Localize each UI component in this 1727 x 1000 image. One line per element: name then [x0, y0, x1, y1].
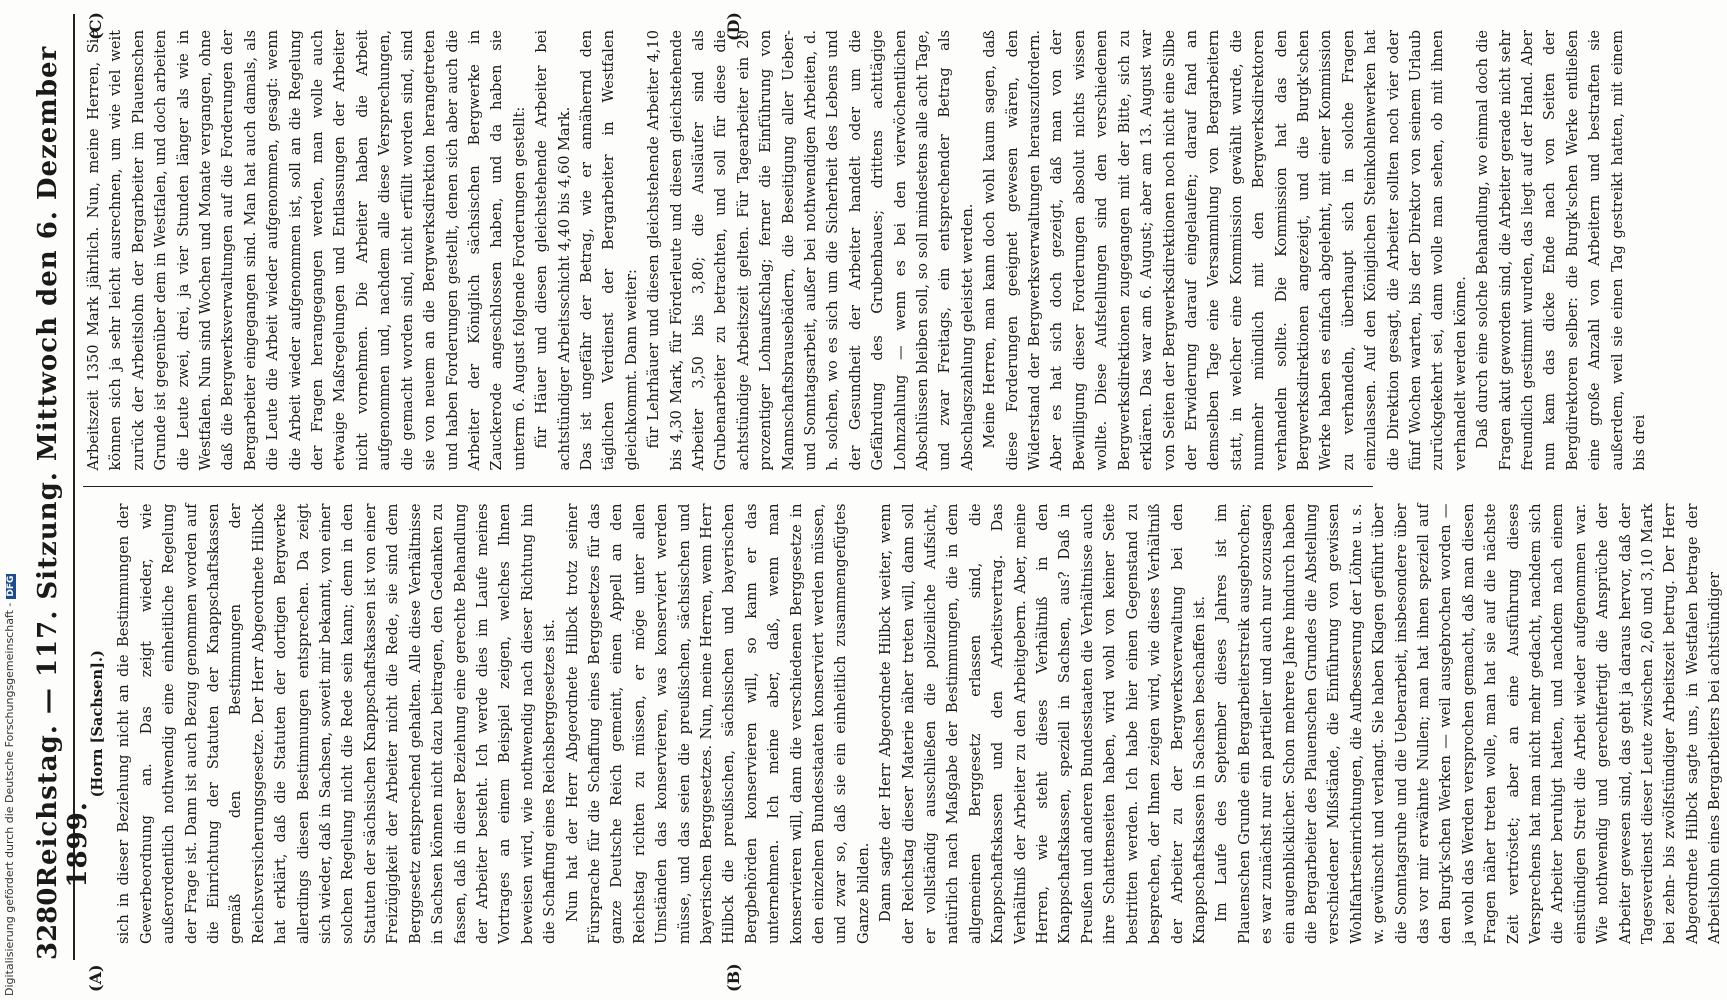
left-column	[83, 488, 1724, 992]
paragraph: sich in dieser Beziehung nicht an die Bestimmungen der Gewerbeordnung an. Das zeigt wieder, wie außerordentlich nothwendig eine einheitliche Regelung der Frage ist. Dann ist auch Bezug genommen worden auf die Einrichtung der Statuten der Knappschaftskassen gemäß den Bestimmungen der Reichsversicherungsgesetze. Der Herr Abgeordnete Hilbck hat erklärt, daß die Statuten der dortigen Bergwerke allerdings diesen Bestimmungen entsprechen. Da zeigt sich wieder, daß in Sachsen, soweit mir bekannt, von einer solchen Regelung nicht die Rede sein kann; denn in den Statuten der sächsischen Knappschaftskassen ist von einer Freizügigkeit der Arbeiter nicht die Rede, sie sind dem Berggesetz entsprechend gehalten. Alle diese Verhältnisse in Sachsen können nicht dazu beitragen, den Gedanken zu fassen, daß in dieser Beziehung eine gerechte Behandlung der Arbeiter besteht. Ich werde dies im Laufe meines Vortrages an einem Beispiel zeigen, welches Ihnen beweisen wird, wie nothwendig nach dieser Richtung hin die Schaffung eines Reichsberggesetzes ist.	[115, 503, 559, 944]
paragraph: Meine Herren, man kann doch wohl kaum sagen, daß diese Forderungen geeignet gewesen wären, den Widerstand der Bergwerksverwaltungen herauszufordern. Aber es hat sich doch gezeigt, daß man von der Bewilligung dieser Forderungen absolut nichts wissen wollte. Diese Aufstellungen sind den verschiedenen Bergwerksdirektionen zugegangen mit der Bitte, sich zu erklären. Das war am 6. August; aber am 13. August war von Seiten der Bergwerksdirektionen noch nicht eine Silbe der Erwiderung darauf eingelaufen; darauf fand an demselben Tage eine Versammlung von Bergarbeitern statt, in welcher eine Kommission gewählt wurde, die nunmehr mündlich mit den Bergwerksdirektoren verhandeln sollte. Die Kommission hat das den Bergwerksdirektionen angezeigt, und die Burgk'schen Werke haben es einfach abgelehnt, mit einer Kommission zu verhandeln, überhaupt sich in solche Fragen einzulassen. Auf den Königlichen Steinkohlenwerken hat die Direktion gesagt, die Arbeiter sollten noch vier oder fünf Wochen warten, bis der Direktor von seinem Urlaub zurückgekehrt sei, dann wolle man sehen, ob mit ihnen verhandelt werden könne.	[981, 30, 1469, 471]
indented-demand: für Lehrhäuer und diesen gleichstehende Arbeiter 4,10 bis 4,30 Mark, für Förderleute und diesen gleichstehende Arbeiter 3,50 bis 3,80; die Ausläufer sind als Grubenarbeiter zu betrachten, und soll für diese die achtstündige Arbeitszeit gelten. Für Tagearbeiter ein 20 prozentiger Lohnaufschlag; ferner die Einführung von Mannschaftsbrausebädern, die Beseitigung aller Ueber- und Sonntagsarbeit, außer bei nothwendigen Arbeiten, d. h. solchen, wo es sich um die Sicherheit des Lebens und der Gesundheit der Arbeiter handelt oder um die Gefährdung des Grubenbaues; drittens achttägige Lohnzahlung — wenn es bei den vierwöchentlichen Abschlüssen bleiben soll, so soll mindestens alle acht Tage, und zwar Freitags, ein entsprechender Betrag als Abschlagszahlung geleistet werden.	[645, 30, 976, 471]
credit-text: Digitalisierung gefördert durch die Deutsche Forschungsgemeinschaft -	[3, 602, 16, 996]
margin-marker-a: (A)	[86, 964, 105, 992]
running-head: Reichstag. — 117. Sitzung. Mittwoch den 6. Dezember 1899.	[33, 45, 93, 888]
margin-marker-b: (B)	[724, 963, 743, 992]
speaker-name: (Horn [Sachsen].)	[89, 650, 106, 798]
margin-marker-c: (C)	[86, 12, 105, 40]
indented-demand: für Häuer und diesen gleichstehende Arbeiter bei achtstündiger Arbeitsschicht 4,40 bis 4,60 Mark.	[533, 30, 573, 471]
margin-marker-d: (D)	[724, 12, 743, 42]
paragraph: Nun hat der Herr Abgeordnete Hilbck trotz seiner Fürsprache für die Schaffung eines Berggesetzes für das ganze Deutsche Reich gemeint, einen Appell an den Reichstag richten zu müssen, er möge unter allen Umständen das konservieren, was konserviert werden müsse, und das seien die preußischen, sächsischen und bayerischen Berggesetzes. Nun, meine Herren, wenn Herr Hilbck die preußischen, sächsischen und bayerischen Bergbehörden konservieren will, so kann er das unternehmen. Ich meine aber, daß, wenn man konservieren will, dann die verschiedenen Berggesetze in den einzelnen Bundesstaaten konserviert werden müssen, und zwar so, daß sie ein einheitlich zusammengefügtes Ganze bilden.	[563, 503, 872, 944]
text-columns	[83, 12, 1724, 992]
paragraph: Arbeitszeit 1350 Mark jährlich. Nun, meine Herren, Sie können sich ja sehr leicht ausrechnen, um wie viel weit zurück der Arbeitslohn der Bergarbeiter im Plauenschen Grunde ist gegenüber dem in Westfalen, und doch arbeiten die Leute zwei, drei, ja vier Stunden länger als wie in Westfalen. Nun sind Wochen und Monate vergangen, ohne daß die Bergwerksverwaltungen auf die Forderungen der Bergarbeiter eingegangen sind. Man hat auch damals, als die Leute die Arbeit wieder aufgenommen, gesagt: wenn die Arbeit wieder aufgenommen ist, soll an die Regelung der Fragen herangegangen werden, man wolle auch etwaige Maßregelungen und Entlassungen der Arbeiter nicht vornehmen. Die Arbeiter haben die Arbeit aufgenommen und, nachdem alle diese Versprechungen, die gemacht worden sind, nicht erfüllt worden sind, sind sie von neuem an die Bergwerksdirektion herangetreten und haben Forderungen gestellt, denen sich aber auch die Arbeiter der Königlich sächsischen Bergwerke in Zauckerode angeschlossen haben, und da haben sie unterm 6. August folgende Forderungen gestellt:	[85, 30, 528, 471]
digitization-credit	[3, 574, 16, 996]
dfg-logo-icon: DFG	[6, 575, 16, 597]
paragraph: Dann sagte der Herr Abgeordnete Hilbck weiter, wenn der Reichstag dieser Materie näher treten will, dann soll er vollständig ausschließen die polizeiliche Aufsicht, natürlich nach Maßgabe der Bestimmungen, die in dem allgemeinen Berggesetz erlassen sind, die Knappschaftskassen und den Arbeitsvertrag. Das Verhältniß der Arbeiter zu den Arbeitgebern. Aber, meine Herren, wie steht dieses Verhältniß in den Knappschaftskassen, speziell in Sachsen, aus? Daß in Preußen und anderen Bundesstaaten die Verhältnisse auch ihre Schattenseiten haben, wird wohl von keiner Seite bestritten werden. Ich habe hier einen Gegenstand zu besprechen, der Ihnen zeigen wird, wie dieses Verhältniß der Arbeiter zu der Bergwerksverwaltung bei den Knappschaftskassen in Sachsen beschaffen ist.	[877, 503, 1208, 944]
page-header	[33, 14, 93, 960]
paragraph: Das ist ungefähr der Betrag, wie er annähernd den täglichen Verdienst der Bergarbeiter in Westfalen gleichkommt. Dann weiter:	[577, 30, 640, 471]
paragraph: Daß durch eine solche Behandlung, wo einmal doch die Fragen akut geworden sind, die Arbeiter gerade nicht sehr freundlich gestimmt wurden, das liegt auf der Hand. Aber nun kam das dicke Ende nach von Seiten der Bergdirektoren selber: die Burgk'schen Werke entließen eine große Anzahl von Arbeitern und bestraften sie außerdem, weil sie einen Tag gestreikt hatten, mit einem bis drei	[1474, 30, 1649, 471]
document-page	[15, 0, 1724, 1000]
page-number: 3280	[33, 887, 63, 960]
paragraph: Im Laufe des September dieses Jahres ist im Plauenschen Grunde ein Bergarbeiterstreik ausgebrochen; es war zunächst nur ein partieller und auch nur sozusagen ein augenblicklicher. Schon mehrere Jahre hindurch haben die Bergarbeiter des Plauenschen Grundes die Abstellung verschiedener Mißstände, die Einführung von gewissen Wohlfahrtseinrichtungen, die Aufbesserung der Löhne u. s. w. gewünscht und verlangt. Sie haben Klagen geführt über die Sonntagsruhe und die Ueberarbeit, insbesondere über das vor mir erwähnte Nullen; man hat ihnen speziell auf den Burgk'schen Werken — weil ausgebrochen worden — ja wohl das Werden versprochen gemacht, daß man diesen Fragen näher treten wolle, man hat sie auf die nächste Zeit vertröstet; aber an eine Ausführung dieses Versprechens hat man nicht mehr gedacht, nachdem sich die Arbeiter beruhigt hatten, und nachdem nach einem einstündigen Streit die Arbeit wieder aufgenommen war. Wie nothwendig und gerechtfertigt die Ansprüche der Arbeiter gewesen sind, das geht ja daraus hervor, daß der Tagesverdienst dieser Leute zwischen 2,60 und 3,10 Mark bei zehn- bis zwölfstündiger Arbeitszeit betrug. Der Herr Abgeordnete Hilbck sagte uns, in Westfalen betrage der Arbeitslohn eines Bergarbeiters bei achtstündiger	[1213, 503, 1724, 944]
right-column	[83, 12, 1649, 488]
